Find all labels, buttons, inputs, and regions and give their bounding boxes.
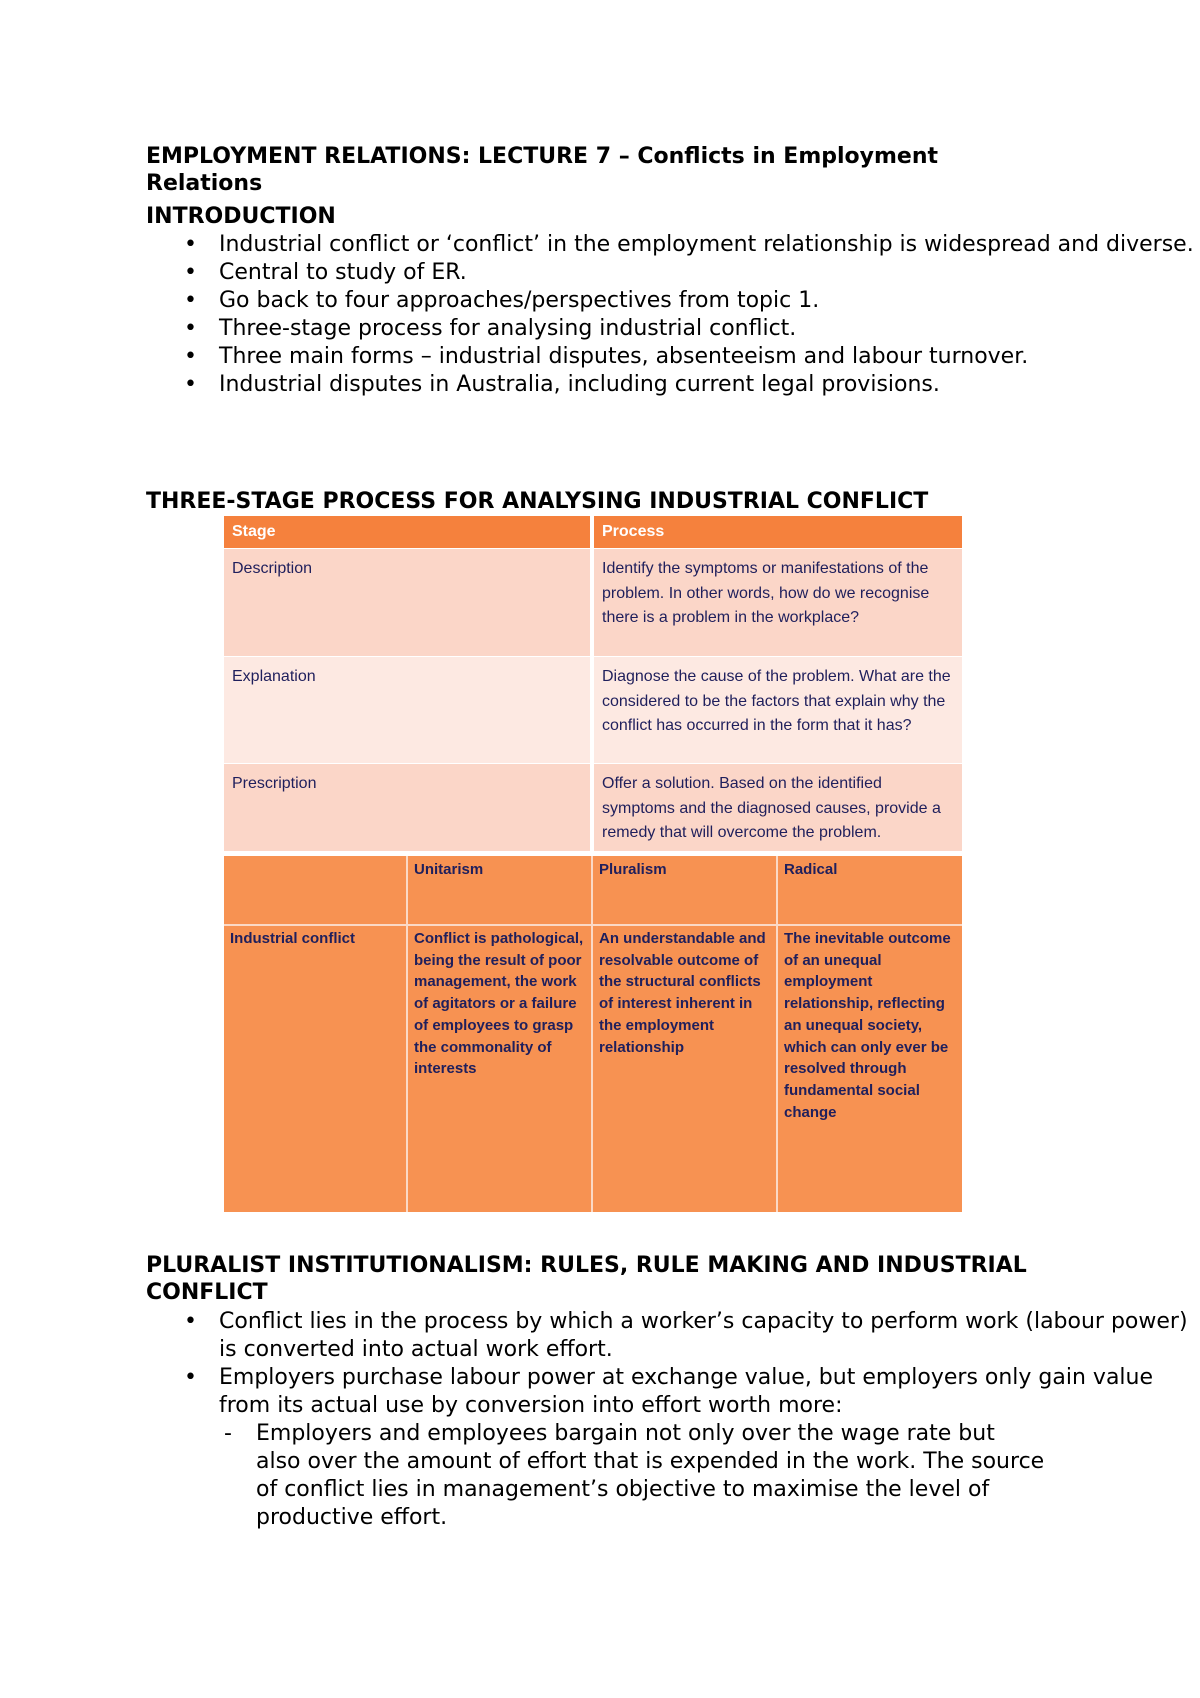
- column-header-radical: Radical: [784, 861, 838, 878]
- introduction-heading: INTRODUCTION: [146, 204, 336, 229]
- stage-cell: Explanation: [224, 657, 590, 763]
- table-row: [224, 657, 962, 763]
- list-item: • Three main forms – industrial disputes, absenteeism and labour turnover.: [146, 343, 1199, 371]
- column-header-stage: Stage: [224, 516, 590, 548]
- list-item: • Three-stage process for analysing industrial conflict.: [146, 315, 1199, 343]
- document-title: EMPLOYMENT RELATIONS: LECTURE 7 – Conflicts in Employment Relations: [146, 144, 939, 196]
- list-item: • Industrial disputes in Australia, including current legal provisions.: [146, 371, 1199, 399]
- table-row: [224, 764, 962, 851]
- column-header-process: Process: [594, 516, 962, 548]
- list-item: • Central to study of ER.: [146, 259, 1199, 287]
- sub-list-item: - Employers and employees bargain not only over the wage rate but also over the amount of effort that is expended in the work. The source of conflict lies in management’s objective to maximise the level of productive effort.: [219, 1420, 1046, 1532]
- list-item: • Conflict lies in the process by which a worker’s capacity to perform work (labour power) is converted into actual work effort.: [146, 1308, 1199, 1364]
- process-cell: Diagnose the cause of the problem. What are the considered to be the factors that explain why the conflict has occurred in the form that it has?: [594, 657, 962, 763]
- list-item-text: Employers purchase labour power at exchange value, but employers only gain value from its actual use by conversion into effort worth more:: [219, 1365, 1154, 1418]
- pluralist-heading: PLURALIST INSTITUTIONALISM: RULES, RULE MAKING AND INDUSTRIAL CONFLICT: [146, 1253, 1027, 1305]
- radical-cell: The inevitable outcome of an unequal employment relationship, reflecting an unequal society, which can only ever be resolved through fundamental social change: [784, 930, 951, 1121]
- sub-list: [219, 1420, 1199, 1532]
- pluralist-list: [146, 1308, 1199, 1532]
- process-cell: Offer a solution. Based on the identified symptoms and the diagnosed causes, provide a remedy that will overcome the problem.: [594, 764, 962, 851]
- table-row: [224, 549, 962, 656]
- column-header-unitarism: Unitarism: [414, 861, 484, 878]
- three-stage-table: [224, 516, 962, 851]
- introduction-list: [146, 231, 1199, 399]
- column-header-pluralism: Pluralism: [599, 861, 667, 878]
- three-stage-heading: THREE-STAGE PROCESS FOR ANALYSING INDUSTRIAL CONFLICT: [146, 489, 929, 514]
- process-cell: Identify the symptoms or manifestations of the problem. In other words, how do we recognise there is a problem in the workplace?: [594, 549, 962, 656]
- list-item: • Industrial conflict or ‘conflict’ in the employment relationship is widespread and diverse.: [146, 231, 1199, 259]
- row-label-industrial-conflict: Industrial conflict: [230, 930, 356, 947]
- pluralism-cell: An understandable and resolvable outcome of the structural conflicts of interest inherent in the employment relationship: [599, 930, 766, 1056]
- stage-cell: Prescription: [224, 764, 590, 851]
- list-item: [146, 1364, 1199, 1532]
- stage-cell: Description: [224, 549, 590, 656]
- row-divider: [224, 924, 962, 926]
- unitarism-cell: Conflict is pathological, being the result of poor management, the work of agitators or a failure of employees to grasp the commonality of interests: [414, 930, 584, 1078]
- list-item: • Go back to four approaches/perspectives from topic 1.: [146, 287, 1199, 315]
- perspectives-table: [224, 856, 962, 1212]
